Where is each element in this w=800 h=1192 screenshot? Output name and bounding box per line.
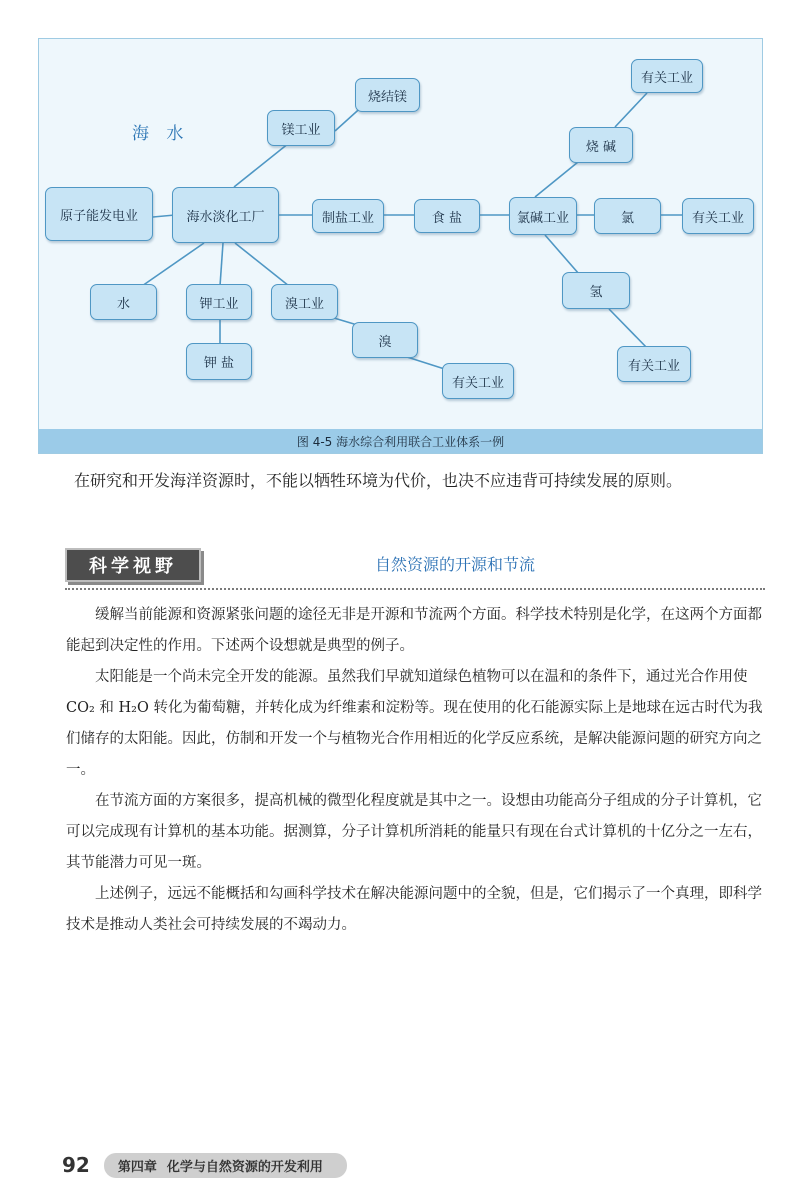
node-chlorine: 氯 (594, 198, 661, 234)
node-related-industry-4: 有关工业 (442, 363, 514, 399)
science-body (66, 600, 764, 941)
node-water: 水 (90, 284, 157, 320)
industry-diagram (38, 38, 763, 454)
science-badge: 科学视野 (65, 548, 201, 582)
science-section-title: 自然资源的开源和节流 (375, 555, 536, 574)
connector-desal-water (142, 243, 204, 286)
node-br-industry: 溴工业 (271, 284, 338, 320)
chapter-label (104, 1153, 347, 1178)
node-k-salt: 钾 盐 (186, 343, 252, 380)
page-footer (62, 1152, 347, 1178)
node-mg-industry: 镁工业 (267, 110, 335, 146)
sea-water-label: 海 水 (132, 124, 190, 144)
connector-hydrogen-related3 (609, 309, 649, 350)
chapter-number: 第四章 (117, 1159, 157, 1175)
node-hydrogen: 氢 (562, 272, 630, 309)
connector-desal-br (235, 243, 289, 286)
science-section-header (65, 548, 765, 588)
body-paragraph: 缓解当前能源和资源紧张问题的途径无非是开源和节流两个方面。科学技术特别是化学，在这两个方面都能起到决定性的作用。下述两个设想就是典型的例子。 (66, 607, 762, 654)
intro-paragraph: 在研究和开发海洋资源时，不能以牺牲环境为代价，也决不应违背可持续发展的原则。 (74, 471, 683, 490)
node-nuclear-power: 原子能发电业 (45, 187, 153, 241)
figure-caption: 图 4-5 海水综合利用联合工业体系一例 (39, 429, 762, 453)
node-related-industry-1: 有关工业 (631, 59, 703, 93)
node-desalination-plant: 海水淡化工厂 (172, 187, 279, 243)
node-bromine: 溴 (352, 322, 418, 358)
section-divider (65, 588, 765, 590)
node-related-industry-2: 有关工业 (682, 198, 754, 234)
node-k-industry: 钾工业 (186, 284, 252, 320)
body-paragraph: 上述例子，远远不能概括和勾画科学技术在解决能源问题中的全貌，但是，它们揭示了一个真理，即科学技术是推动人类社会可持续发展的不竭动力。 (66, 886, 762, 933)
body-paragraph: 在节流方面的方案很多，提高机械的微型化程度就是其中之一。设想由功能高分子组成的分子计算机，它可以完成现有计算机的基本功能。据测算，分子计算机所消耗的能量只有现在台式计算机的十亿分之一左右，其节能潜力可见一斑。 (66, 793, 762, 871)
node-caustic-soda: 烧 碱 (569, 127, 633, 163)
body-paragraph: 太阳能是一个尚未完全开发的能源。虽然我们早就知道绿色植物可以在温和的条件下，通过光合作用使 CO₂ 和 H₂O 转化为葡萄糖，并转化成为纤维素和淀粉等。现在使用的化石能源实际上是地球在远古时代为我们储存的太阳能。因此，仿制和开发一个与植物光合作用相近的化学反应系统，是解决能源问题的研究方向之一。 (66, 669, 763, 778)
node-salt-making: 制盐工业 (312, 199, 384, 233)
connector-desal-k (220, 243, 223, 286)
connector-caustic-related1 (615, 93, 647, 127)
chapter-title: 化学与自然资源的开发利用 (166, 1159, 323, 1175)
node-salt: 食 盐 (414, 199, 480, 233)
node-chlor-alkali: 氯碱工业 (509, 197, 577, 235)
connector-chlor-hydrogen (545, 235, 579, 274)
node-sintered-mg: 烧结镁 (355, 78, 420, 112)
page-number: 92 (62, 1153, 90, 1177)
node-related-industry-3: 有关工业 (617, 346, 691, 382)
